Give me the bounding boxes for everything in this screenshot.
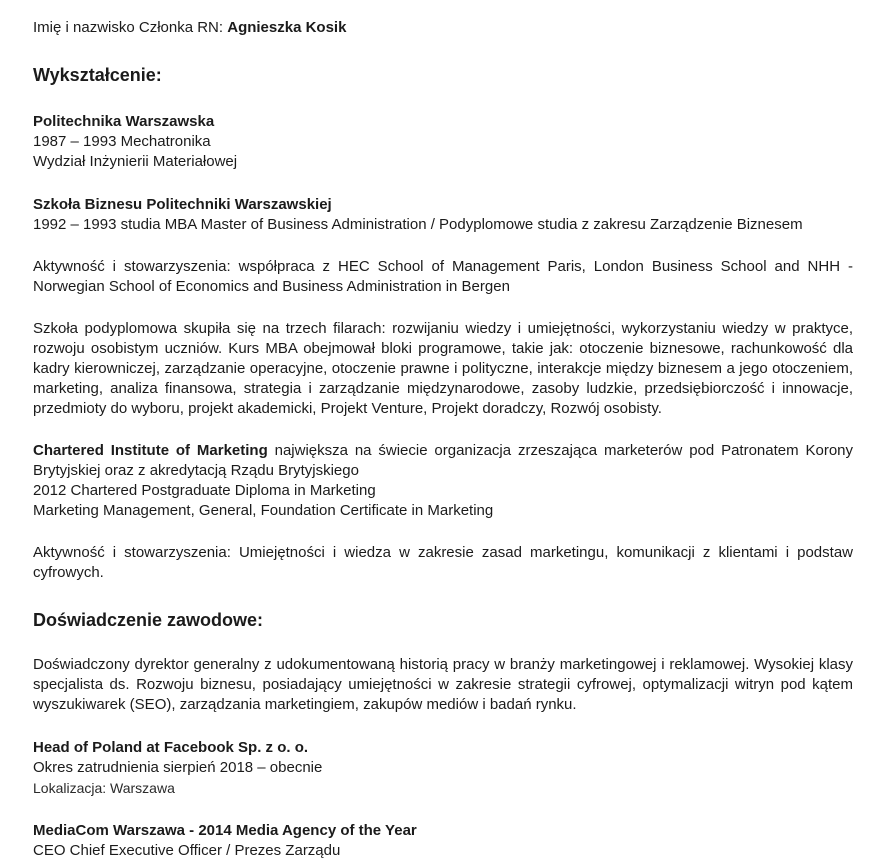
experience-summary: Doświadczony dyrektor generalny z udokumentowaną historią pracy w branży marketingowej i reklamowej. Wysokiej klasy specjalista ds. Rozwoju biznesu, posiadający umiejętności w zakresie strategii cyfrowej, optymalizacji witryn pod kątem wyszukiwarek (SEO), zarządzania marketingiem, zakupów mediów i badań rynku.: [33, 656, 853, 713]
cim-title-rest: największa na świecie organizacja zrzeszająca marketerów pod Patronatem Korony Brytyjskiej oraz z akredytacją Rządu Brytyjskiego: [33, 442, 854, 479]
facebook-title: Head of Poland at Facebook Sp. z o. o.: [33, 739, 309, 756]
politechnika-faculty: Wydział Inżynierii Materiałowej: [33, 153, 238, 170]
cim-entry: [33, 441, 853, 481]
experience-heading: Doświadczenie zawodowe:: [33, 610, 264, 630]
education-heading: Wykształcenie:: [33, 65, 162, 85]
mediacom-title: MediaCom Warszawa - 2014 Media Agency of the Year: [33, 822, 417, 839]
politechnika-years: 1987 – 1993 Mechatronika: [33, 133, 211, 150]
cim-courses: Marketing Management, General, Foundation Certificate in Marketing: [33, 502, 494, 519]
szkola-biznesu-activities: Aktywność i stowarzyszenia: współpraca z HEC School of Management Paris, London Business School and NHH - Norwegian School of Economics and Business Administration in Bergen: [33, 258, 853, 295]
member-name-label: Imię i nazwisko Członka RN:: [33, 19, 224, 36]
facebook-period: Okres zatrudnienia sierpień 2018 – obecnie: [33, 759, 323, 776]
cim-diploma: 2012 Chartered Postgraduate Diploma in Marketing: [33, 482, 376, 499]
szkola-biznesu-description: Szkoła podyplomowa skupiła się na trzech filarach: rozwijaniu wiedzy i umiejętności, wykorzystaniu wiedzy w praktyce, rozwoju osobistym uczniów. Kurs MBA obejmował bloki programowe, takie jak: otoczenie biznesowe, rachunkowość dla kadry kierowniczej, zarządzanie operacyjne, otoczenie prawne i polityczne, interakcje między biznesem a jego otoczeniem, marketing, analiza finansowa, strategia i zarządzanie międzynarodowe, zasoby ludzkie, przedsiębiorczość i innowacje, przedmioty do wyboru, projekt akademicki, Projekt Venture, Projekt doradczy, Rozwój osobisty.: [33, 320, 853, 417]
cim-title: Chartered Institute of Marketing: [33, 442, 268, 459]
cim-activities: Aktywność i stowarzyszenia: Umiejętności i wiedza w zakresie zasad marketingu, komunikacji z klientami i podstaw cyfrowych.: [33, 544, 853, 581]
member-name-value: Agnieszka Kosik: [227, 19, 347, 36]
szkola-biznesu-title: Szkoła Biznesu Politechniki Warszawskiej: [33, 196, 332, 213]
facebook-location: Lokalizacja: Warszawa: [33, 780, 175, 796]
politechnika-title: Politechnika Warszawska: [33, 113, 215, 130]
member-name-line: [33, 18, 853, 38]
mediacom-role: CEO Chief Executive Officer / Prezes Zarządu: [33, 842, 341, 859]
szkola-biznesu-program: 1992 – 1993 studia MBA Master of Business Administration / Podyplomowe studia z zakresu Zarządzenie Biznesem: [33, 216, 803, 233]
